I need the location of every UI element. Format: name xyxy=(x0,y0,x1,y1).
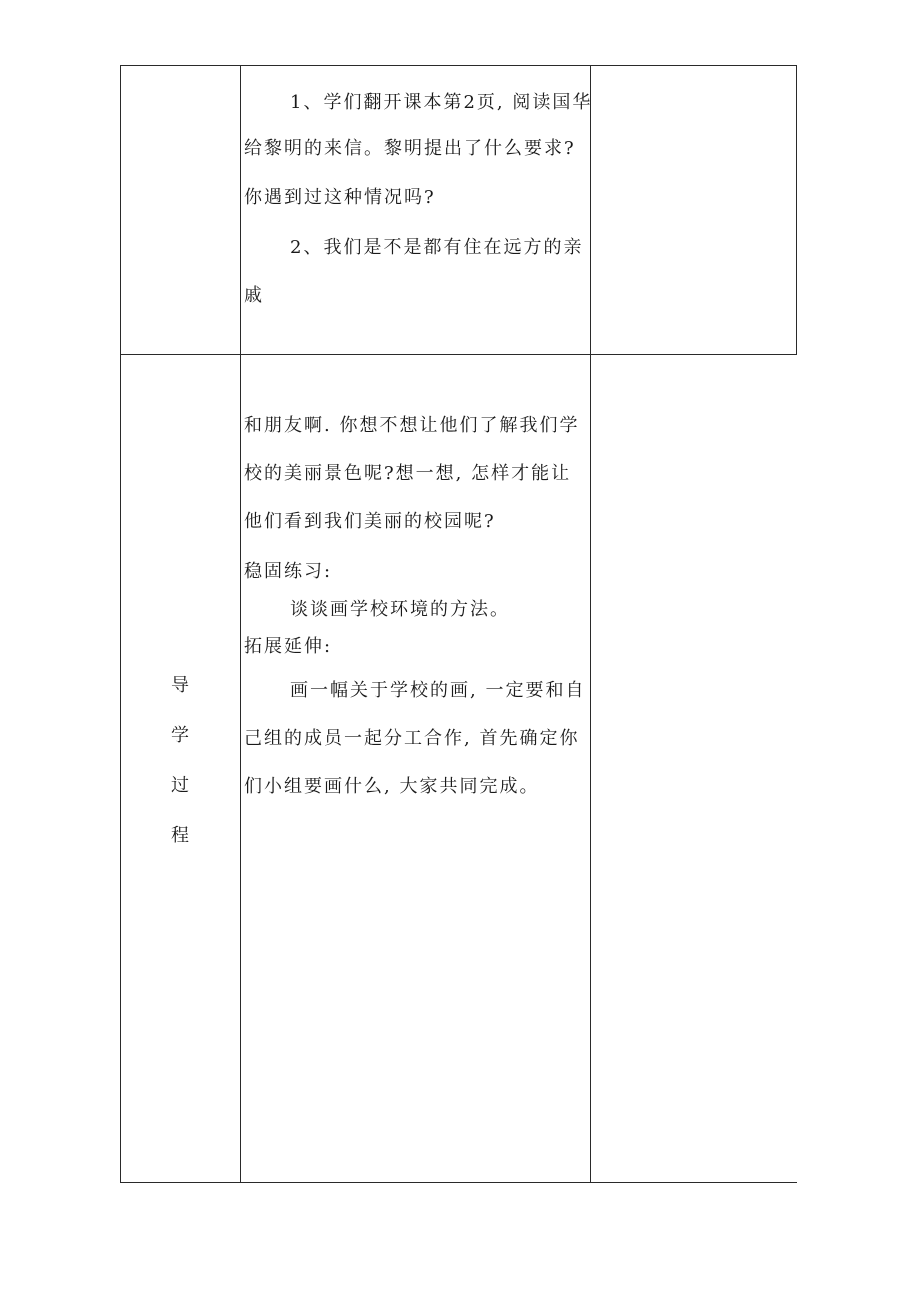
row1-item2-line1: 2、我们是不是都有住在远方的亲 xyxy=(290,237,584,258)
table-bottom-border xyxy=(120,1182,797,1183)
practice-heading: 稳固练习: xyxy=(244,561,333,582)
side-label-char-1: 导 xyxy=(171,675,189,696)
side-label-char-3: 过 xyxy=(171,775,189,796)
practice-item: 谈谈画学校环境的方法。 xyxy=(290,599,510,620)
row1-item2-line2: 戚 xyxy=(244,285,264,306)
extend-line3: 们小组要画什么, 大家共同完成。 xyxy=(244,776,540,797)
extend-line2: 己组的成员一起分工合作, 首先确定你 xyxy=(244,728,580,749)
side-label-char-2: 学 xyxy=(171,725,189,746)
row-divider xyxy=(120,354,797,355)
row1-item1-line3: 你遇到过这种情况吗? xyxy=(244,187,436,208)
row1-item1-line2: 给黎明的来信。黎明提出了什么要求? xyxy=(244,138,576,159)
column-divider-2 xyxy=(590,65,591,1183)
column-divider-1 xyxy=(240,65,241,1183)
side-label-char-4: 程 xyxy=(171,825,189,846)
row2-continue-line3: 他们看到我们美丽的校园呢? xyxy=(244,511,496,532)
row1-item1-line1: 1、学们翻开课本第2页, 阅读国华 xyxy=(290,92,593,113)
extend-heading: 拓展延伸: xyxy=(244,636,333,657)
table-left-border xyxy=(120,65,121,1183)
table-top-border xyxy=(120,65,797,66)
table-right-border xyxy=(796,65,797,355)
row2-continue-line2: 校的美丽景色呢?想一想, 怎样才能让 xyxy=(244,463,572,484)
row2-continue-line1: 和朋友啊. 你想不想让他们了解我们学 xyxy=(244,415,580,436)
extend-line1: 画一幅关于学校的画, 一定要和自 xyxy=(290,680,586,701)
